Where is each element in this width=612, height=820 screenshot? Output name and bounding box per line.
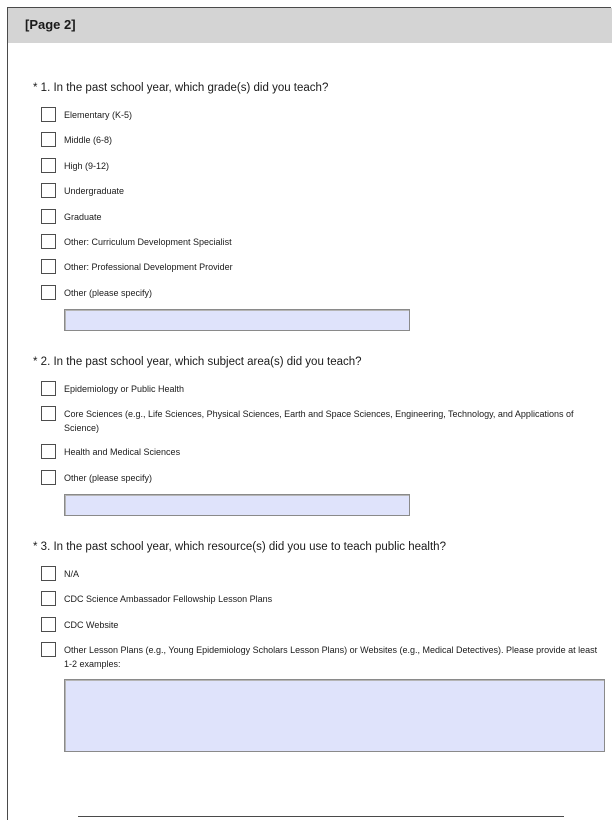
option-label: Epidemiology or Public Health	[64, 384, 185, 394]
checkbox[interactable]	[41, 132, 56, 147]
checkbox[interactable]	[41, 381, 56, 396]
checkbox[interactable]	[41, 158, 56, 173]
checkbox[interactable]	[41, 470, 56, 485]
checkbox[interactable]	[41, 566, 56, 581]
checkbox[interactable]	[41, 406, 56, 421]
option-label: Health and Medical Sciences	[64, 447, 181, 457]
checkbox[interactable]	[41, 107, 56, 122]
page-title: [Page 2]	[25, 17, 76, 32]
option-label: Other (please specify)	[64, 288, 153, 298]
checkbox[interactable]	[41, 617, 56, 632]
option-label: Elementary (K-5)	[64, 110, 133, 120]
checkbox[interactable]	[41, 591, 56, 606]
option-label: CDC Website	[64, 620, 119, 630]
option-label: CDC Science Ambassador Fellowship Lesson Plans	[64, 594, 273, 604]
option-label: N/A	[64, 569, 80, 579]
q3-examples-textarea[interactable]	[64, 679, 605, 752]
option-label: Undergraduate	[64, 186, 125, 196]
option-label: Graduate	[64, 212, 102, 222]
option-label: Core Sciences (e.g., Life Sciences, Physical Sciences, Earth and Space Sciences, Engineering, Technology, and Applications of Science)	[64, 409, 574, 433]
checkbox[interactable]	[41, 285, 56, 300]
question-3-label: * 3. In the past school year, which resource(s) did you use to teach public health?	[33, 541, 446, 553]
q2-other-specify-input[interactable]	[64, 494, 410, 516]
checkbox[interactable]	[41, 183, 56, 198]
option-label: Middle (6-8)	[64, 135, 113, 145]
checkbox[interactable]	[41, 234, 56, 249]
page-bottom-divider	[78, 816, 564, 817]
option-label: Other: Curriculum Development Specialist	[64, 237, 232, 247]
option-label: Other: Professional Development Provider	[64, 262, 233, 272]
checkbox[interactable]	[41, 209, 56, 224]
checkbox[interactable]	[41, 642, 56, 657]
question-2-label: * 2. In the past school year, which subject area(s) did you teach?	[33, 356, 362, 368]
option-label: High (9-12)	[64, 161, 110, 171]
page-header	[8, 8, 612, 43]
checkbox[interactable]	[41, 259, 56, 274]
option-label: Other Lesson Plans (e.g., Young Epidemiology Scholars Lesson Plans) or Websites (e.g., Medical Detectives). Please provide at least 1-2 examples:	[64, 645, 598, 669]
question-1-label: * 1. In the past school year, which grade(s) did you teach?	[33, 82, 329, 94]
option-label: Other (please specify)	[64, 473, 153, 483]
checkbox[interactable]	[41, 444, 56, 459]
q1-other-specify-input[interactable]	[64, 309, 410, 331]
